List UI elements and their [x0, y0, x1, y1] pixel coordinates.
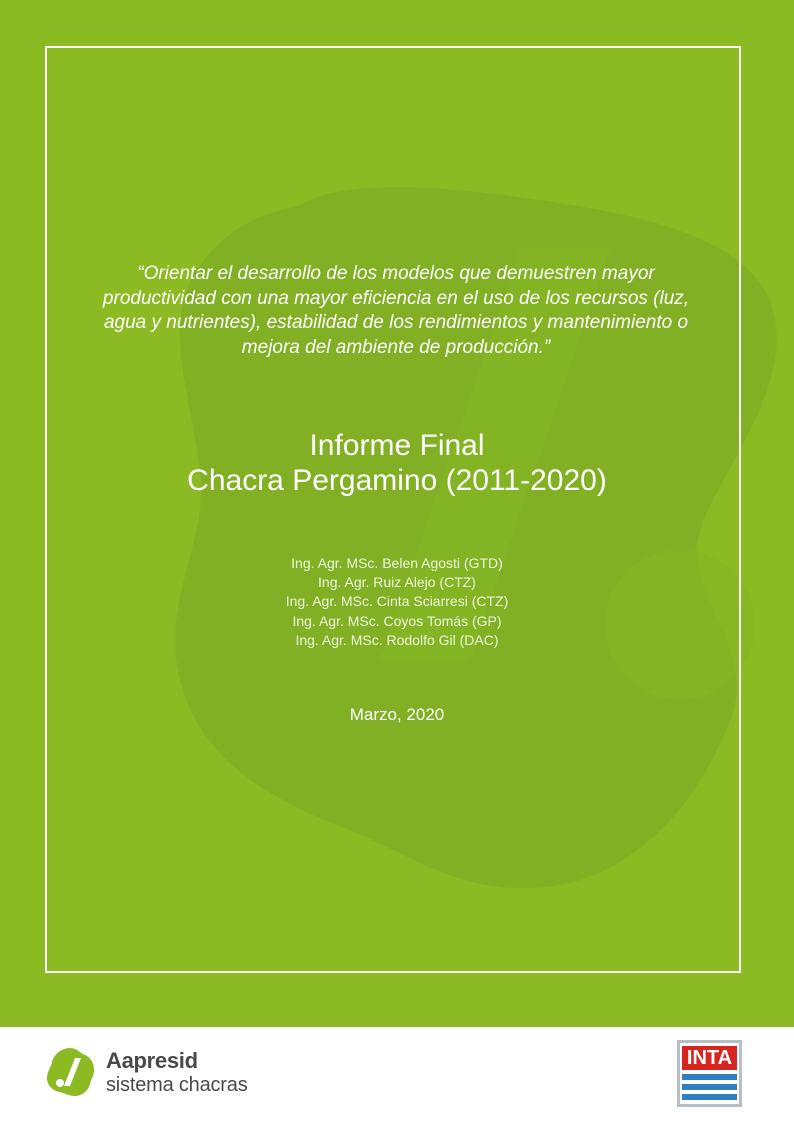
inta-stripe	[682, 1094, 737, 1100]
author-item: Ing. Agr. MSc. Rodolfo Gil (DAC)	[295, 631, 499, 648]
mission-quote: “Orientar el desarrollo de los modelos que demuestren mayor productividad con una mayor eficiencia en el uso de los recursos (luz, agua y nutrientes), estabilidad de los rendimientos y mantenimiento o mejora del ambiente de producción.”	[102, 263, 690, 358]
inta-text: INTA	[682, 1046, 737, 1070]
inta-stripe	[682, 1084, 737, 1090]
author-item: Ing. Agr. MSc. Belen Agosti (GTD)	[291, 555, 503, 571]
report-date: Marzo, 2020	[349, 705, 445, 724]
white-border-frame	[45, 46, 741, 973]
authors-list	[200, 554, 594, 650]
title-line-2: Chacra Pergamino (2011-2020)	[187, 464, 607, 497]
aapresid-logo	[44, 1044, 284, 1104]
aapresid-name: Aapresid	[106, 1048, 198, 1073]
aapresid-subtitle: sistema chacras	[106, 1074, 248, 1096]
aapresid-leaf-icon	[44, 1046, 96, 1098]
author-item: Ing. Agr. MSc. Coyos Tomás (GP)	[292, 612, 502, 629]
author-item: Ing. Agr. Ruiz Alejo (CTZ)	[318, 574, 476, 591]
title-line-1: Informe Final	[309, 429, 485, 462]
inta-logo-icon	[680, 1043, 739, 1104]
inta-logo	[677, 1040, 742, 1107]
inta-stripe	[682, 1074, 737, 1080]
report-title	[60, 428, 734, 498]
author-item: Ing. Agr. MSc. Cinta Sciarresi (CTZ)	[285, 593, 509, 610]
